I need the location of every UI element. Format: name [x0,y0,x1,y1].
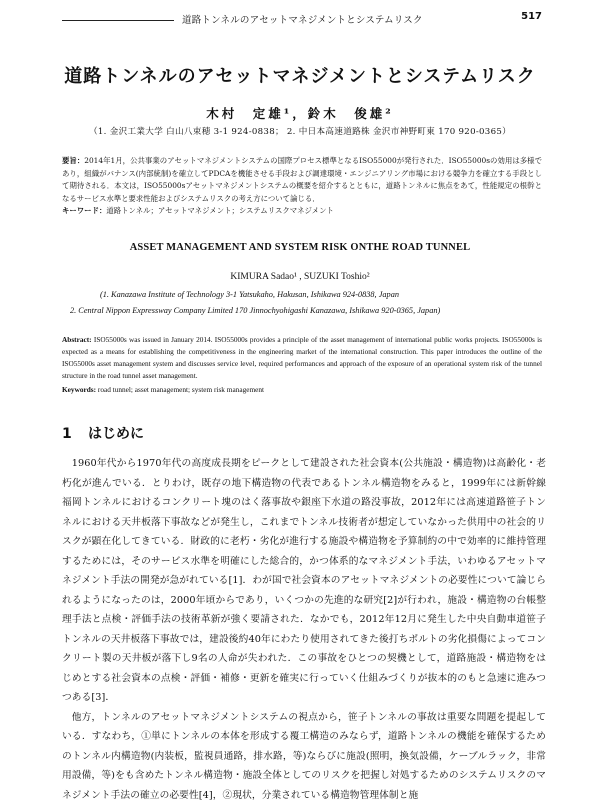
running-header [62,8,542,26]
keywords-en-text: road tunnel; asset management; system risk management [98,385,264,394]
keywords-en [62,385,542,394]
keywords-jp-label: キーワード： [62,206,106,215]
abstract-en-text: ISO55000s was issued in January 2014. ISO55000s provides a principle of the asset management of international public works projects. ISO55000s is expected as a means for establishing the competitiveness in the engineering market of the international construction. This paper introduces the outline of the ISO55000s asset management system and discusses service level, required performances and approach of the exposure of an operational system risk of the tunnel structure in the road tunnel asset management. [62,335,542,380]
abstract-en [62,334,542,382]
abstract-jp-text: 2014年1月，公共事業のアセットマネジメントシステムの国際プロセス標準となるISO55000が発行された．ISO55000sの効用は多様であり，組織がバナンス(内部統制)を確立してPDCAを機能させる手段および調達環境・エンジニアリング市場における競争力を確立する手段として期待される．本文は，ISO55000sアセットマネジメントシステムの概要を紹介するとともに，道路トンネルに焦点をあて，性能規定の根幹となるサービス水準と要求性能およびシステムリスクの考え方について論じる． [62,156,542,203]
abstract-en-label: Abstract: [62,335,92,344]
affiliation-en-1: (1. Kanazawa Institute of Technology 3-1 Yatsukaho, Hakusan, Ishikawa 924-0838, Japan [100,290,570,299]
section-number: 1 [62,426,88,442]
paper-title-en: ASSET MANAGEMENT AND SYSTEM RISK ONTHE ROAD TUNNEL [0,242,600,253]
paper-title-jp: 道路トンネルのアセットマネジメントとシステムリスク [0,62,600,88]
header-rule [62,20,174,21]
authors-en: KIMURA Sadao¹ , SUZUKI Toshio² [0,272,600,282]
section-title: はじめに [88,426,144,442]
abstract-jp-label: 要旨： [62,156,84,165]
keywords-jp [62,205,542,217]
body-text [62,454,546,805]
abstract-jp [62,155,542,205]
authors-jp: 木村 定雄¹，鈴木 俊雄² [0,104,600,122]
keywords-jp-text: 道路トンネル；アセットマネジメント；システムリスクマネジメント [106,206,334,215]
affiliation-en-2: 2. Central Nippon Expressway Company Limited 170 Jinnochyohigashi Kanazawa, Ishikawa 920-0365, Japan) [70,306,540,315]
page-number: 517 [521,11,542,22]
body-paragraph: 1960年代から1970年代の高度成長期をピークとして建設された社会資本(公共施設・構造物)は高齢化・老朽化が進んでいる．とりわけ，既存の地下構造物の代表であるトンネル構造物をみると，1999年には新幹線福岡トンネルにおけるコンクリート塊のはく落事故や銀座下水道の路没事故，2012年には高速道路笹子トンネルにおける天井板落下事故などが発生し，これまでトンネル技術者が想定していなかった供用中の社会的リスクが顕在化してきている．財政的に老朽・劣化が進行する施設や構造物を予算制約の中で効率的に維持管理するためには，そのサービス水準を明確にした総合的，かつ体系的なマネジメント手法，いわゆるアセットマネジメント手法の開発が急がれている[1]．わが国で社会資本のアセットマネジメントの必要性について論じられるようになったのは，2000年頃からであり，いくつかの先進的な研究[2]が行われ，施設・構造物の台帳整理手法と点検・評価手法の技術革新が強く要請された．なかでも，2012年12月に発生した中央自動車道笹子トンネルの天井板落下事故では，建設後約40年にわたり使用されてきた後打ちボルトの劣化損傷によってコンクリート製の天井板が落下し9名の人命が失われた．この事故をひとつの契機として，道路施設・構造物をはじめとする社会資本の点検・評価・補修・更新を確実に行っていく仕組みづくりが抜本的のもと急速に進みつつある[3]． [62,454,546,708]
body-paragraph: 他方，トンネルのアセットマネジメントシステムの視点から，笹子トンネルの事故は重要な問題を提起している．すなわち，①単にトンネルの本体を形成する覆工構造のみならず，道路トンネルの機能を確保するためのトンネル内構造物(内装板，監視員通路，排水路，等)ならびに施設(照明，換気設備，ケーブルラック，非常用設備，等)をも含めたトンネル構造物・施設全体としてのリスクを把握し対処するためのシステムリスクのマネジメント手法の確立の必要性[4]，②現状，分業されている構造物管理体制と施 [62,708,546,805]
affiliations-jp: （1. 金沢工業大学 白山八束穂 3-1 924-0838； 2. 中日本高速道路株 金沢市神野町東 170 920-0365） [0,125,600,137]
section-heading [62,423,144,443]
keywords-en-label: Keywords: [62,385,96,394]
running-title: 道路トンネルのアセットマネジメントとシステムリスク [182,12,423,26]
